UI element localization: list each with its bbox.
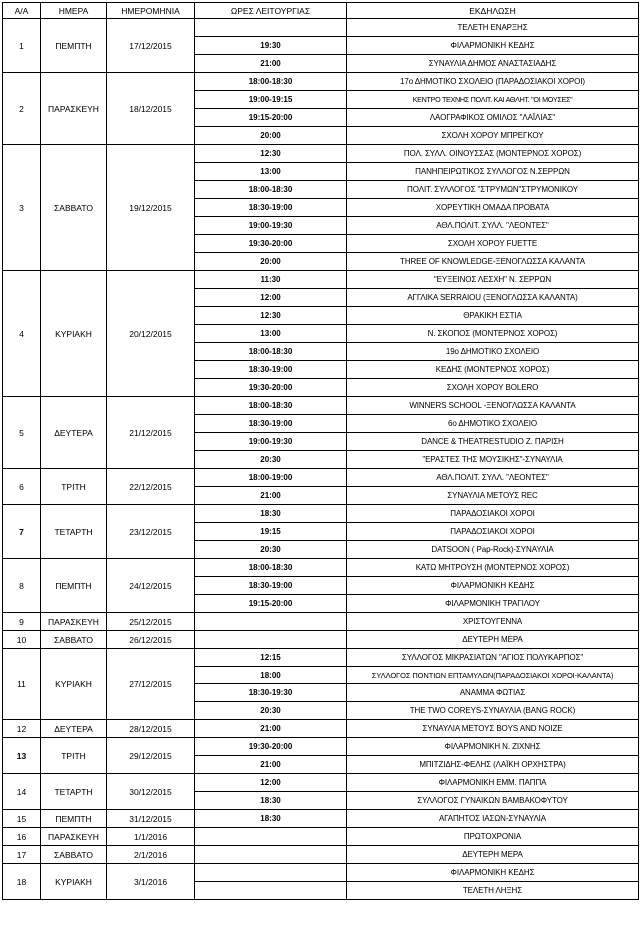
event-time bbox=[195, 19, 347, 37]
event-time bbox=[195, 631, 347, 649]
event-name: ΦΙΛΑΡΜΟΝΙΚΗ ΕΜΜ. ΠΑΠΠΑ bbox=[347, 774, 639, 792]
day-name: ΣΑΒΒΑΤΟ bbox=[41, 145, 107, 271]
event-time: 21:00 bbox=[195, 55, 347, 73]
event-name: ΠΡΩΤΟΧΡΟΝΙΑ bbox=[347, 828, 639, 846]
day-number: 16 bbox=[3, 828, 41, 846]
event-time: 18:30-19:00 bbox=[195, 361, 347, 379]
day-date: 17/12/2015 bbox=[107, 19, 195, 73]
event-name: ΠΑΝΗΠΕΙΡΩΤΙΚΟΣ ΣΥΛΛΟΓΟΣ Ν.ΣΕΡΡΩΝ bbox=[347, 163, 639, 181]
event-time: 18:30-19:00 bbox=[195, 577, 347, 595]
table-row bbox=[3, 720, 639, 738]
event-time: 18:00-18:30 bbox=[195, 343, 347, 361]
table-row bbox=[3, 828, 639, 846]
event-time: 18:30 bbox=[195, 792, 347, 810]
event-name: ΑΓΓΛΙΚΑ SERRAIOU (ΞΕΝΟΓΛΩΣΣΑ ΚΑΛΑΝΤΑ) bbox=[347, 289, 639, 307]
event-time: 12:30 bbox=[195, 145, 347, 163]
day-number: 12 bbox=[3, 720, 41, 738]
event-name: THE TWO COREYS-ΣΥΝΑΥΛΙΑ (BANG ROCK) bbox=[347, 702, 639, 720]
event-name: 19ο ΔΗΜΟΤΙΚΟ ΣΧΟΛΕΙΟ bbox=[347, 343, 639, 361]
day-number: 11 bbox=[3, 649, 41, 720]
table-row bbox=[3, 19, 639, 37]
event-name: 6ο ΔΗΜΟΤΙΚΟ ΣΧΟΛΕΙΟ bbox=[347, 415, 639, 433]
event-name: ΑΝΑΜΜΑ ΦΩΤΙΑΣ bbox=[347, 684, 639, 702]
event-name: ΣΥΝΑΥΛΙΑ ΜΕΤΟΥΣ BOYS AND NOIZE bbox=[347, 720, 639, 738]
event-name: ΠΟΛ. ΣΥΛΛ. ΟΙΝΟΥΣΣΑΣ (ΜΟΝΤΕΡΝΟΣ ΧΟΡΟΣ) bbox=[347, 145, 639, 163]
day-date: 18/12/2015 bbox=[107, 73, 195, 145]
event-time: 19:00-19:30 bbox=[195, 217, 347, 235]
table-row bbox=[3, 810, 639, 828]
header-row bbox=[3, 3, 639, 19]
event-time: 20:30 bbox=[195, 541, 347, 559]
day-number: 10 bbox=[3, 631, 41, 649]
day-date: 22/12/2015 bbox=[107, 469, 195, 505]
event-name: WINNERS SCHOOL -ΞΕΝΟΓΛΩΣΣΑ ΚΑΛΑΝΤΑ bbox=[347, 397, 639, 415]
day-name: ΚΥΡΙΑΚΗ bbox=[41, 271, 107, 397]
day-number: 1 bbox=[3, 19, 41, 73]
table-row bbox=[3, 738, 639, 756]
event-time: 19:00-19:30 bbox=[195, 433, 347, 451]
event-time: 18:30 bbox=[195, 505, 347, 523]
event-name: ΔΕΥΤΕΡΗ ΜΕΡΑ bbox=[347, 846, 639, 864]
day-name: ΚΥΡΙΑΚΗ bbox=[41, 649, 107, 720]
day-name: ΤΡΙΤΗ bbox=[41, 738, 107, 774]
event-time: 18:00-18:30 bbox=[195, 181, 347, 199]
event-name: ΚΕΝΤΡΟ ΤΕΧΝΗΣ ΠΟΛΙΤ. ΚΑΙ ΑΘΛΗΤ. "ΟΙ ΜΟΥΣΕΣ" bbox=[347, 91, 639, 109]
event-name: ΣΥΝΑΥΛΙΑ ΔΗΜΟΣ ΑΝΑΣΤΑΣΙΑΔΗΣ bbox=[347, 55, 639, 73]
event-time: 12:15 bbox=[195, 649, 347, 667]
day-name: ΠΕΜΠΤΗ bbox=[41, 559, 107, 613]
event-time bbox=[195, 846, 347, 864]
day-date: 3/1/2016 bbox=[107, 864, 195, 900]
event-name: ΣΧΟΛΗ ΧΟΡΟΥ FUETTE bbox=[347, 235, 639, 253]
event-time: 20:30 bbox=[195, 451, 347, 469]
day-date: 26/12/2015 bbox=[107, 631, 195, 649]
day-name: ΔΕΥΤΕΡΑ bbox=[41, 720, 107, 738]
event-name: ΣΧΟΛΗ ΧΟΡΟΥ ΜΠΡΕΓΚΟΥ bbox=[347, 127, 639, 145]
event-time: 13:00 bbox=[195, 325, 347, 343]
event-name: ΣΥΛΛΟΓΟΣ ΓΥΝΑΙΚΩΝ ΒΑΜΒΑΚΟΦΥΤΟΥ bbox=[347, 792, 639, 810]
event-name: ΘΡΑΚΙΚΗ ΕΣΤΙΑ bbox=[347, 307, 639, 325]
event-time: 19:15 bbox=[195, 523, 347, 541]
event-time: 21:00 bbox=[195, 756, 347, 774]
event-time: 19:15-20:00 bbox=[195, 595, 347, 613]
event-time: 20:00 bbox=[195, 127, 347, 145]
event-name: ΠΑΡΑΔΟΣΙΑΚΟΙ ΧΟΡΟΙ bbox=[347, 523, 639, 541]
day-name: ΔΕΥΤΕΡΑ bbox=[41, 397, 107, 469]
table-row bbox=[3, 649, 639, 667]
day-name: ΠΕΜΠΤΗ bbox=[41, 810, 107, 828]
event-name: ΑΘΛ.ΠΟΛΙΤ. ΣΥΛΛ. "ΛΕΟΝΤΕΣ" bbox=[347, 217, 639, 235]
day-date: 23/12/2015 bbox=[107, 505, 195, 559]
day-name: ΚΥΡΙΑΚΗ bbox=[41, 864, 107, 900]
event-time bbox=[195, 882, 347, 900]
event-name: ΦΙΛΑΡΜΟΝΙΚΗ Ν. ΖΙΧΝΗΣ bbox=[347, 738, 639, 756]
event-name: THREE OF KNOWLEDGE-ΞΕΝΟΓΛΩΣΣΑ ΚΑΛΑΝΤΑ bbox=[347, 253, 639, 271]
event-name: 17ο ΔΗΜΟΤΙΚΟ ΣΧΟΛΕΙΟ (ΠΑΡΑΔΟΣΙΑΚΟΙ ΧΟΡΟΙ) bbox=[347, 73, 639, 91]
event-time: 21:00 bbox=[195, 487, 347, 505]
event-name: ΠΟΛΙΤ. ΣΥΛΛΟΓΟΣ "ΣΤΡΥΜΩΝ"ΣΤΡΥΜΟΝΙΚΟΥ bbox=[347, 181, 639, 199]
event-name: ΦΙΛΑΡΜΟΝΙΚΗ ΚΕΔΗΣ bbox=[347, 864, 639, 882]
day-date: 27/12/2015 bbox=[107, 649, 195, 720]
day-date: 31/12/2015 bbox=[107, 810, 195, 828]
event-time: 18:00-18:30 bbox=[195, 559, 347, 577]
event-time: 19:30-20:00 bbox=[195, 379, 347, 397]
table-row bbox=[3, 397, 639, 415]
event-time: 19:30-20:00 bbox=[195, 738, 347, 756]
event-name: ΛΑΟΓΡΑΦΙΚΟΣ ΟΜΙΛΟΣ "ΛΑΪΛΙΑΣ" bbox=[347, 109, 639, 127]
event-name: ΣΥΛΛΟΓΟΣ ΠΟΝΤΙΩΝ ΕΠΤΑΜΥΛΩΝ(ΠΑΡΑΔΟΣΙΑΚΟΙ ΧΟΡΟΙ-ΚΑΛΑΝΤΑ) bbox=[347, 667, 639, 684]
day-number: 2 bbox=[3, 73, 41, 145]
day-date: 19/12/2015 bbox=[107, 145, 195, 271]
event-time: 12:30 bbox=[195, 307, 347, 325]
event-name: ΦΙΛΑΡΜΟΝΙΚΗ ΚΕΔΗΣ bbox=[347, 37, 639, 55]
day-name: ΤΡΙΤΗ bbox=[41, 469, 107, 505]
day-date: 20/12/2015 bbox=[107, 271, 195, 397]
event-time: 20:30 bbox=[195, 702, 347, 720]
event-name: ΦΙΛΑΡΜΟΝΙΚΗ ΚΕΔΗΣ bbox=[347, 577, 639, 595]
day-number: 9 bbox=[3, 613, 41, 631]
day-number: 4 bbox=[3, 271, 41, 397]
event-time: 18:00 bbox=[195, 667, 347, 684]
event-time: 19:30 bbox=[195, 37, 347, 55]
day-date: 29/12/2015 bbox=[107, 738, 195, 774]
event-time: 12:00 bbox=[195, 774, 347, 792]
event-name: ΑΓΑΠΗΤΟΣ ΙΑΣΩΝ-ΣΥΝΑΥΛΙΑ bbox=[347, 810, 639, 828]
event-time: 20:00 bbox=[195, 253, 347, 271]
event-time: 18:00-18:30 bbox=[195, 397, 347, 415]
header-day: ΗΜΕΡΑ bbox=[41, 3, 107, 19]
event-name: ΧΡΙΣΤΟΥΓΕΝΝΑ bbox=[347, 613, 639, 631]
event-name: ΔΕΥΤΕΡΗ ΜΕΡΑ bbox=[347, 631, 639, 649]
day-date: 21/12/2015 bbox=[107, 397, 195, 469]
day-name: ΠΕΜΠΤΗ bbox=[41, 19, 107, 73]
event-name: ΚΑΤΩ ΜΗΤΡΟΥΣΗ (ΜΟΝΤΕΡΝΟΣ ΧΟΡΟΣ) bbox=[347, 559, 639, 577]
day-name: ΣΑΒΒΑΤΟ bbox=[41, 846, 107, 864]
day-number: 13 bbox=[3, 738, 41, 774]
event-name: ΤΕΛΕΤΗ ΕΝΑΡΞΗΣ bbox=[347, 19, 639, 37]
event-name: DANCE & THEATRESTUDIO Ζ. ΠΑΡΙΣΗ bbox=[347, 433, 639, 451]
day-number: 8 bbox=[3, 559, 41, 613]
event-name: Ν. ΣΚΟΠΟΣ (ΜΟΝΤΕΡΝΟΣ ΧΟΡΟΣ) bbox=[347, 325, 639, 343]
day-name: ΤΕΤΑΡΤΗ bbox=[41, 774, 107, 810]
table-row bbox=[3, 613, 639, 631]
day-number: 6 bbox=[3, 469, 41, 505]
day-date: 2/1/2016 bbox=[107, 846, 195, 864]
day-name: ΤΕΤΑΡΤΗ bbox=[41, 505, 107, 559]
event-time: 18:30 bbox=[195, 810, 347, 828]
schedule-body bbox=[3, 19, 639, 900]
event-name: ΧΟΡΕΥΤΙΚΗ ΟΜΑΔΑ ΠΡΟΒΑΤΑ bbox=[347, 199, 639, 217]
event-name: ΚΕΔΗΣ (ΜΟΝΤΕΡΝΟΣ ΧΟΡΟΣ) bbox=[347, 361, 639, 379]
day-number: 7 bbox=[3, 505, 41, 559]
day-number: 17 bbox=[3, 846, 41, 864]
event-time bbox=[195, 828, 347, 846]
event-time: 21:00 bbox=[195, 720, 347, 738]
event-time bbox=[195, 613, 347, 631]
day-date: 25/12/2015 bbox=[107, 613, 195, 631]
day-date: 30/12/2015 bbox=[107, 774, 195, 810]
event-time: 11:30 bbox=[195, 271, 347, 289]
event-name: ΣΥΝΑΥΛΙΑ ΜΕΤΟΥΣ REC bbox=[347, 487, 639, 505]
day-number: 14 bbox=[3, 774, 41, 810]
event-time: 18:00-19:00 bbox=[195, 469, 347, 487]
table-row bbox=[3, 271, 639, 289]
day-name: ΠΑΡΑΣΚΕΥΗ bbox=[41, 613, 107, 631]
event-name: ΠΑΡΑΔΟΣΙΑΚΟΙ ΧΟΡΟΙ bbox=[347, 505, 639, 523]
day-date: 24/12/2015 bbox=[107, 559, 195, 613]
event-name: ΦΙΛΑΡΜΟΝΙΚΗ ΤΡΑΓΙΛΟΥ bbox=[347, 595, 639, 613]
table-row bbox=[3, 469, 639, 487]
event-name: DATSOON ( Pap-Rock)-ΣΥΝΑΥΛΙΑ bbox=[347, 541, 639, 559]
event-time: 18:00-18:30 bbox=[195, 73, 347, 91]
schedule-table bbox=[2, 2, 639, 900]
table-row bbox=[3, 73, 639, 91]
day-number: 18 bbox=[3, 864, 41, 900]
table-row bbox=[3, 559, 639, 577]
table-row bbox=[3, 864, 639, 882]
header-date: ΗΜΕΡΟΜΗΝΙΑ bbox=[107, 3, 195, 19]
header-event: ΕΚΔΗΛΩΣΗ bbox=[347, 3, 639, 19]
table-row bbox=[3, 505, 639, 523]
event-name: ΣΧΟΛΗ ΧΟΡΟΥ BOLERO bbox=[347, 379, 639, 397]
table-row bbox=[3, 145, 639, 163]
event-name: ΑΘΛ.ΠΟΛΙΤ. ΣΥΛΛ. "ΛΕΟΝΤΕΣ" bbox=[347, 469, 639, 487]
day-number: 5 bbox=[3, 397, 41, 469]
event-name: "ΕΡΑΣΤΕΣ ΤΗΣ ΜΟΥΣΙΚΗΣ"-ΣΥΝΑΥΛΙΑ bbox=[347, 451, 639, 469]
header-num: Α/Α bbox=[3, 3, 41, 19]
day-date: 1/1/2016 bbox=[107, 828, 195, 846]
header-time: ΩΡΕΣ ΛΕΙΤΟΥΡΓΙΑΣ bbox=[195, 3, 347, 19]
table-row bbox=[3, 774, 639, 792]
event-time bbox=[195, 864, 347, 882]
event-time: 18:30-19:00 bbox=[195, 415, 347, 433]
event-name: ΜΠΙΤΖΙΔΗΣ-ΦΕΛΗΣ (ΛΑΪΚΗ ΟΡΧΗΣΤΡΑ) bbox=[347, 756, 639, 774]
day-name: ΣΑΒΒΑΤΟ bbox=[41, 631, 107, 649]
event-time: 13:00 bbox=[195, 163, 347, 181]
event-name: "ΕΥΞΕΙΝΟΣ ΛΕΣΧΗ" Ν. ΣΕΡΡΩΝ bbox=[347, 271, 639, 289]
day-name: ΠΑΡΑΣΚΕΥΗ bbox=[41, 828, 107, 846]
event-time: 12:00 bbox=[195, 289, 347, 307]
event-time: 19:15-20:00 bbox=[195, 109, 347, 127]
day-number: 15 bbox=[3, 810, 41, 828]
event-name: ΣΥΛΛΟΓΟΣ ΜΙΚΡΑΣΙΑΤΩΝ "ΑΓΙΟΣ ΠΟΛΥΚΑΡΠΟΣ" bbox=[347, 649, 639, 667]
table-row bbox=[3, 846, 639, 864]
day-date: 28/12/2015 bbox=[107, 720, 195, 738]
event-time: 18:30-19:00 bbox=[195, 199, 347, 217]
event-time: 19:00-19:15 bbox=[195, 91, 347, 109]
table-row bbox=[3, 631, 639, 649]
day-number: 3 bbox=[3, 145, 41, 271]
event-name: ΤΕΛΕΤΗ ΛΗΞΗΣ bbox=[347, 882, 639, 900]
event-time: 18:30-19:30 bbox=[195, 684, 347, 702]
day-name: ΠΑΡΑΣΚΕΥΗ bbox=[41, 73, 107, 145]
event-time: 19:30-20:00 bbox=[195, 235, 347, 253]
